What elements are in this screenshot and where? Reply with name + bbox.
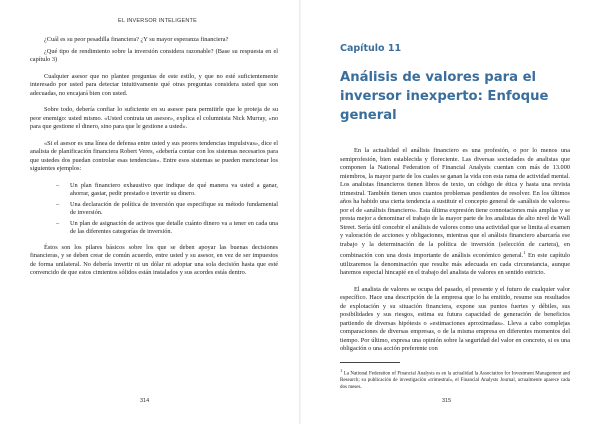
question-1: ¿Cuál es su peor pesadilla financiera? ¿Y su mayor esperanza financiera? <box>44 36 229 43</box>
paragraph-text: En la actualidad el análisis financiero es una profesión, o por lo menos una semiprofesión, bien establecida y floreciente. Las diversas sociedades de analistas que componen la National Federation of Financial Analysts cuentan con más de 13.000 miembros, la mayor parte de los cuales se ganan la vida con esta rama de actividad mental. Los analistas financieros tienen libros de texto, un código de ética y hasta una revista trimestral. También tienen unos cuantos problemas pendientes de resolver. En los últimos años ha habido una cierta tendencia a sustituir el concepto general de «análisis de valores» por el de «análisis financiero». Esta última expresión tiene connotaciones más amplias y se presta mejor a denominar el trabajo de la mayor parte de los analistas de alto nivel de Wall Street. Sería útil concebir el análisis de valores como una actividad que se limita al examen y valoración de acciones y obligaciones, mientras que el análisis financiero abarcaría ese trabajo y la determinación de la política de inversión (selección de cartera), en combinación con una dosis importante de análisis económico general. <box>340 147 570 260</box>
list-item-text: Un plan de asignación de activos que detalle cuánto dinero va a tener en cada una de las diferentes categorías de inversión. <box>70 219 278 235</box>
chapter-title: Análisis de valores para el inversor inexperto: Enfoque general <box>340 70 549 123</box>
running-head: EL INVERSOR INTELIGENTE <box>118 18 197 24</box>
paragraph-text: En este capítulo utilizaremos la denominación que resulte más adecuada en cada circunstancia, aunque haremos especial hincapié en el trabajo del analista de valores en sentido estricto. <box>340 252 570 277</box>
body-paragraph: El analista de valores se ocupa del pasado, el presente y el futuro de cualquier valor específico. Hace una descripción de la empresa que lo ha emitido, resume sus resultados de explotación y su situación financiera, expone sus puntos fuertes y débiles, sus posibilidades y sus riesgos, estima su futura capacidad de generación de beneficios partiendo de diversas hipótesis o «estimaciones aproximadas». Lleva a cabo complejas comparaciones de diversas empresas, o de la misma empresa en diferentes momentos del tiempo. Por último, expresa una opinión sobre la seguridad del valor en concreto, si es una obligación o una acción preferente con <box>340 285 570 353</box>
footnote-divider <box>340 362 400 363</box>
body-paragraph: Sobre todo, debería confiar lo suficiente en su asesor para permitirle que le proteja de su peor enemigo: usted mismo. «Usted contrata un asesor», explica el columnista Nick Murray, «no para que gestione el dinero, sino para que le gestione a usted». <box>30 106 278 130</box>
footnote <box>340 368 570 392</box>
list-item <box>56 182 278 199</box>
footnote-reference[interactable]: 1 <box>523 250 526 255</box>
list-item <box>56 220 278 237</box>
question-2: ¿Qué tipo de rendimiento sobre la inversión considera razonable? (Base su respuesta en el capítulo 3) <box>30 47 278 63</box>
list-item <box>56 201 278 218</box>
list-item-text: Una declaración de política de inversión que especifique su método fundamental de inversión. <box>70 200 278 216</box>
dash-bullet: – <box>56 200 60 208</box>
chapter-label: Capítulo 11 <box>340 43 402 54</box>
closing-paragraph: Éstos son los pilares básicos sobre los que se deben apoyar las buenas decisiones financieras, y se deben crear de común acuerdo, entre usted y su asesor, en vez de ser impuestos de forma unilateral. No debería invertir ni un dólar ni adoptar una sola decisión hasta que esté convencido de que estos cimientos sólidos están instalados y sus acordes estás dentro. <box>30 243 278 276</box>
dash-bullet: – <box>56 219 60 227</box>
list-item-text: Un plan financiero exhaustivo que indique de qué manera va usted a ganar, ahorrar, gastar, pedir prestado e invertir su dinero. <box>70 181 278 197</box>
footnote-number: 1 <box>340 367 343 373</box>
page-number: 314 <box>140 398 150 404</box>
body-paragraph <box>340 147 570 278</box>
systems-list <box>30 182 278 237</box>
body-paragraph: «Si el asesor es una línea de defensa entre usted y sus peores tendencias impulsivas», dice el analista de planificación financiera Robert Veres, «debería contar con los sistemas necesarios para que ustedes dos puedan controlar esas tendencias». Entre esos sistemas se pueden mencionar los siguientes ejemplos: <box>30 139 278 172</box>
footnote-text: La National Federation of Financial Analysts es en la actualidad la Association for Investment Management and Research; su publicación de investigación «trimestral», el Financial Analysts Journal, actualmente aparece cada dos meses. <box>340 371 571 390</box>
dash-bullet: – <box>56 181 60 189</box>
body-paragraph: Cualquier asesor que no plantee preguntas de este estilo, y que no esté suficientemente interesado por usted para detectar intuitivamente qué otras preguntas considera usted que son adecuadas, no encajará bien con usted. <box>30 72 278 97</box>
page-number: 315 <box>442 398 452 404</box>
right-page <box>300 0 600 424</box>
